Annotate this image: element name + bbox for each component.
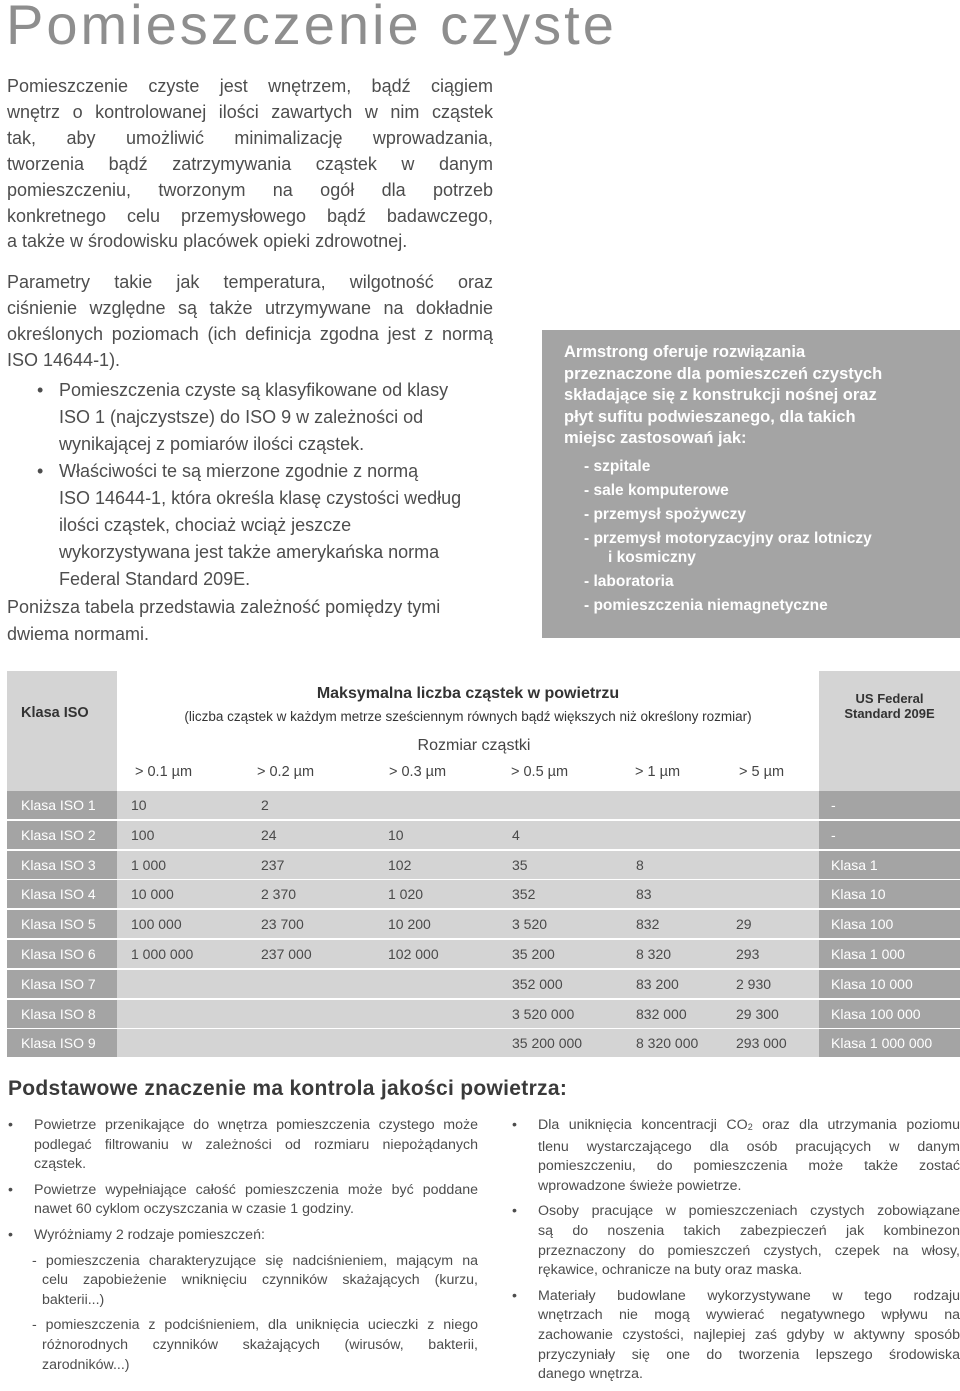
text-line: Federal Standard 209E. — [59, 568, 251, 589]
row-label-iso-class: Klasa ISO 5 — [7, 910, 117, 938]
bullet-item — [512, 1116, 960, 1196]
text-line: ISO 14644-1). — [7, 349, 121, 370]
us-federal-class-cell: Klasa 100 — [819, 910, 960, 938]
text-line: wykorzystywana jest także amerykańska norma — [59, 541, 440, 562]
particle-count-cell: 29 — [736, 916, 752, 933]
us-federal-class-cell: Klasa 10 000 — [819, 970, 960, 998]
text-line: składające się z konstrukcji nośnej oraz — [564, 386, 877, 405]
column-header-particle-size: Rozmiar cząstki — [417, 737, 531, 754]
particle-count-cell: 10 200 — [388, 916, 431, 933]
text-line: zachowanie czystości, najlepiej zaś gdyby w aktywny sposób — [538, 1326, 960, 1343]
size-header: > 0.3 µm — [389, 764, 447, 780]
particle-count-cell: 2 370 — [261, 886, 297, 903]
text-line: wnętrz o kontrolowanej ilości zawartych w nim cząstek — [7, 101, 493, 122]
bullet-icon: • — [37, 380, 44, 400]
text-line: określonych poziomach (ich definicja zgodna jest z normą — [7, 323, 493, 344]
row-label-iso-class: Klasa ISO 3 — [7, 851, 117, 879]
particle-count-cell: 1 020 — [388, 886, 424, 903]
particle-count-cell: 10 — [131, 797, 147, 813]
text-fragment: oraz dla utrzymania poziomu — [752, 1117, 960, 1133]
particle-count-cell: 2 — [261, 797, 269, 813]
text-fragment: Dla uniknięcia koncentracji CO — [538, 1117, 748, 1133]
text-line: tworzenia bądź zatrzymywania cząstek w danym — [7, 153, 493, 174]
bullet-item — [512, 1202, 960, 1280]
bullet-item — [512, 1287, 960, 1385]
bullet-icon: • — [8, 1117, 13, 1133]
text-line: ISO 1 (najczystsze) do ISO 9 w zależności od — [59, 406, 424, 427]
quality-right-column — [512, 1116, 960, 1391]
table-row — [7, 791, 960, 819]
text-line: celu zapobieżenie wniknięciu czynników skażających (kurzu, — [42, 1272, 478, 1289]
list-item-text: - przemysł motoryzacyjny oraz lotniczy — [584, 530, 872, 547]
text-line: różnorodnych czynników skażających (wirusów, bakterii, — [42, 1336, 478, 1353]
text-line: są do noszenia takich zabezpieczeń jak kombinezon — [538, 1222, 960, 1239]
particle-count-cell: 3 520 000 — [512, 1005, 575, 1022]
dash-item — [8, 1316, 478, 1375]
row-label-iso-class: Klasa ISO 9 — [7, 1029, 117, 1057]
us-federal-class-cell: Klasa 10 — [819, 880, 960, 908]
text-line — [538, 1116, 960, 1138]
list-item: - laboratoria — [584, 572, 674, 590]
particle-count-cell: 24 — [261, 826, 277, 843]
list-item — [584, 530, 872, 567]
list-item-continuation: i kosmiczny — [608, 548, 696, 566]
text-line: miejsc zastosowań jak: — [564, 429, 747, 448]
particle-count-cell: 10 000 — [131, 886, 174, 903]
us-federal-class-cell: Klasa 1 000 — [819, 940, 960, 968]
particle-count-cell: 1 000 000 — [131, 946, 194, 962]
bullet-icon: • — [512, 1203, 517, 1220]
page-title: Pomieszczenie czyste — [6, 0, 617, 56]
text-line: przeznaczony do pomieszczeń czystych, czepek na włosy, — [538, 1242, 960, 1259]
text-line: tak, aby umożliwić minimalizację wprowadzania, — [7, 127, 493, 148]
list-item: - przemysł spożywczy — [584, 506, 746, 523]
particle-count-cell: 8 — [636, 856, 644, 873]
particle-count-cell: 237 000 — [261, 946, 312, 962]
text-line: przeznaczone dla pomieszczeń czystych — [564, 364, 883, 383]
text-line: konkretnego celu przemysłowego bądź badawczego, — [7, 205, 493, 226]
intro-paragraph-1 — [7, 74, 493, 255]
particle-count-cell: 83 200 — [636, 975, 679, 992]
table-row — [7, 910, 960, 938]
particle-count-cell: 1 000 — [131, 856, 167, 873]
size-header: > 0.5 µm — [511, 764, 569, 780]
size-header: > 0.2 µm — [257, 764, 315, 780]
intro-closing — [7, 594, 507, 647]
particle-count-cell: 3 520 — [512, 916, 548, 933]
text-line: rękawice, ochranicze na buty oraz maska. — [538, 1262, 803, 1279]
text-line: Armstrong oferuje rozwiązania — [564, 343, 806, 361]
table-row — [7, 851, 960, 879]
bullet-item — [7, 377, 507, 457]
list-item: - szpitale — [584, 458, 651, 475]
particle-count-cell: 352 000 — [512, 975, 563, 992]
application-list — [584, 458, 872, 621]
intro-paragraph-2 — [7, 270, 493, 374]
us-federal-class-cell: Klasa 100 000 — [819, 1000, 960, 1028]
particle-count-cell: 102 — [388, 856, 412, 873]
column-header-max-particles: Maksymalna liczba cząstek w powietrzu — [316, 685, 620, 702]
text-line: nawet 60 cyklom oczyszczania w czasie 1 godziny. — [34, 1201, 354, 1218]
text-line: ilości cząstek, chociaż wciąż jeszcze — [59, 514, 352, 535]
text-line: zarodników...) — [42, 1356, 130, 1373]
column-header-iso-class: Klasa ISO — [21, 705, 89, 721]
text-line: ISO 14644-1, która określa klasę czystości według — [59, 488, 462, 509]
paragraph-lines — [7, 74, 493, 255]
particle-count-cell: 8 320 — [636, 946, 672, 962]
us-federal-class-cell: Klasa 1 000 000 — [819, 1029, 960, 1057]
section-heading: Podstawowe znaczenie ma kontrola jakości powietrza: — [8, 1077, 568, 1100]
text-line: wynikającej z pomiarów ilości cząstek. — [59, 433, 365, 454]
particle-count-cell: 100 000 — [131, 916, 182, 933]
text-line: - pomieszczenia z podciśnieniem, dla uniknięcia ucieczki z niego — [32, 1317, 478, 1334]
table-row — [7, 970, 960, 998]
row-label-iso-class: Klasa ISO 6 — [7, 940, 117, 968]
particle-count-cell: 8 320 000 — [636, 1035, 699, 1052]
particle-count-cell: 35 200 000 — [512, 1035, 583, 1052]
particle-count-cell: 10 — [388, 826, 404, 843]
row-label-iso-class: Klasa ISO 8 — [7, 1000, 117, 1028]
text-line: dwiema normami. — [7, 623, 150, 644]
particle-count-cell: 23 700 — [261, 916, 304, 933]
column-header-us-federal — [819, 691, 960, 721]
list-item: - sale komputerowe — [584, 482, 729, 499]
particle-count-cell: 293 — [736, 946, 760, 962]
size-header: > 0.1 µm — [135, 764, 193, 780]
text-line: Materiały budowlane wykorzystywane w tego rodzaju — [538, 1287, 960, 1304]
text-line: danego wnętrza. — [538, 1366, 643, 1383]
bullet-icon: • — [512, 1287, 517, 1304]
bullet-icon: • — [37, 461, 44, 482]
particle-count-cell: 352 — [512, 886, 536, 903]
text-line: Powietrze wypełniające całość pomieszczenia może być poddane — [34, 1181, 478, 1198]
bullet-text — [59, 377, 507, 457]
size-header: > 5 µm — [739, 764, 785, 780]
size-header: > 1 µm — [635, 764, 681, 780]
offer-intro — [564, 342, 882, 450]
us-federal-class-cell: Klasa 1 — [819, 851, 960, 879]
bullet-icon: • — [8, 1226, 13, 1243]
header-text-line: US Federal — [855, 691, 924, 706]
text-line: podlegać filtrowaniu w zależności od rozmiaru niepożądanych — [34, 1136, 478, 1153]
iso-classification-table — [7, 671, 960, 1061]
particle-count-cell: 35 200 — [512, 946, 555, 962]
text-line: tlenu wystarczającego dla osób pracujących w danym — [538, 1138, 960, 1155]
text-line: Pomieszczenie czyste jest wnętrzem, bądź ciągiem — [7, 76, 493, 96]
table-row — [7, 1029, 960, 1057]
bullet-item — [8, 1226, 478, 1246]
table-row — [7, 821, 960, 849]
bullet-icon: • — [8, 1181, 13, 1198]
quality-left-column — [8, 1116, 478, 1381]
text-line: Właściwości te są mierzone zgodnie z normą — [59, 461, 419, 482]
particle-count-cell: 102 000 — [388, 946, 439, 962]
text-line: przyczyniały się one do tworzenia lepszego środowiska — [538, 1346, 960, 1363]
armstrong-offer-box — [542, 330, 960, 638]
subscript: 2 — [747, 1122, 753, 1132]
text-line: pomieszczeniu, tworzonym na ogół dla potrzeb — [7, 179, 493, 200]
header-cell-us — [819, 671, 960, 791]
table-row — [7, 940, 960, 968]
bullet-item — [8, 1116, 478, 1175]
table-row — [7, 1000, 960, 1028]
text-line: wnętrzach nie mogą wywierać negatywnego wpływu na — [538, 1307, 960, 1324]
text-line: wprowadzone świeże powietrze. — [538, 1177, 742, 1194]
paragraph-lines — [7, 270, 493, 374]
particle-count-cell: 29 300 — [736, 1005, 779, 1022]
bullet-item — [8, 1181, 478, 1220]
us-federal-class-cell: - — [819, 791, 960, 819]
text-line: cząstek. — [34, 1156, 87, 1173]
bullet-icon: • — [512, 1117, 517, 1133]
header-cell-iso — [7, 671, 117, 791]
row-label-iso-class: Klasa ISO 1 — [7, 791, 117, 819]
text-line: Pomieszczenia czyste są klasyfikowane od klasy — [59, 380, 449, 400]
column-header-max-particles-note: (liczba cząstek w każdym metrze sześciennym równych bądź większych niż określony rozmiar) — [184, 709, 752, 724]
text-line: pomieszczeniu, do pomieszczenia może także zostać — [538, 1158, 960, 1175]
text-line: Wyróżniamy 2 rodzaje pomieszczeń: — [34, 1226, 265, 1243]
text-line: Powietrze przenikające do wnętrza pomieszczenia czystego może — [34, 1117, 478, 1133]
dash-item — [8, 1252, 478, 1311]
intro-bullets — [7, 377, 507, 592]
us-federal-class-cell: - — [819, 821, 960, 849]
bullet-text — [59, 458, 507, 592]
text-line: - pomieszczenia charakteryzujące się nadciśnieniem, mającym na — [32, 1252, 478, 1269]
row-label-iso-class: Klasa ISO 7 — [7, 970, 117, 998]
row-label-iso-class: Klasa ISO 2 — [7, 821, 117, 849]
table-row — [7, 880, 960, 908]
text-line: bakterii...) — [42, 1291, 105, 1308]
row-label-iso-class: Klasa ISO 4 — [7, 880, 117, 908]
particle-count-cell: 4 — [512, 826, 520, 843]
text-line: Parametry takie jak temperatura, wilgotność oraz — [7, 272, 493, 292]
text-line: ciśnienie względne są także utrzymywane na dokładnie — [7, 297, 493, 318]
particle-count-cell: 100 — [131, 826, 155, 843]
particle-count-cell: 237 — [261, 856, 285, 873]
particle-count-cell: 2 930 — [736, 975, 772, 992]
text-line: Osoby pracujące w pomieszczeniach czystych zobowiązane — [538, 1203, 960, 1220]
list-item: - pomieszczenia niemagnetyczne — [584, 596, 828, 614]
header-text-line: Standard 209E — [844, 706, 935, 721]
text-line: a także w środowisku placówek opieki zdrowotnej. — [7, 231, 408, 252]
particle-count-cell: 35 — [512, 856, 528, 873]
particle-count-cell: 83 — [636, 886, 652, 903]
text-line: Poniższa tabela przedstawia zależność pomiędzy tymi — [7, 597, 441, 617]
particle-count-cell: 832 — [636, 916, 660, 933]
particle-count-cell: 293 000 — [736, 1035, 787, 1052]
particle-count-cell: 832 000 — [636, 1005, 687, 1022]
bullet-item — [7, 458, 507, 592]
text-line: płyt sufitu podwieszanego, dla takich — [564, 407, 856, 426]
